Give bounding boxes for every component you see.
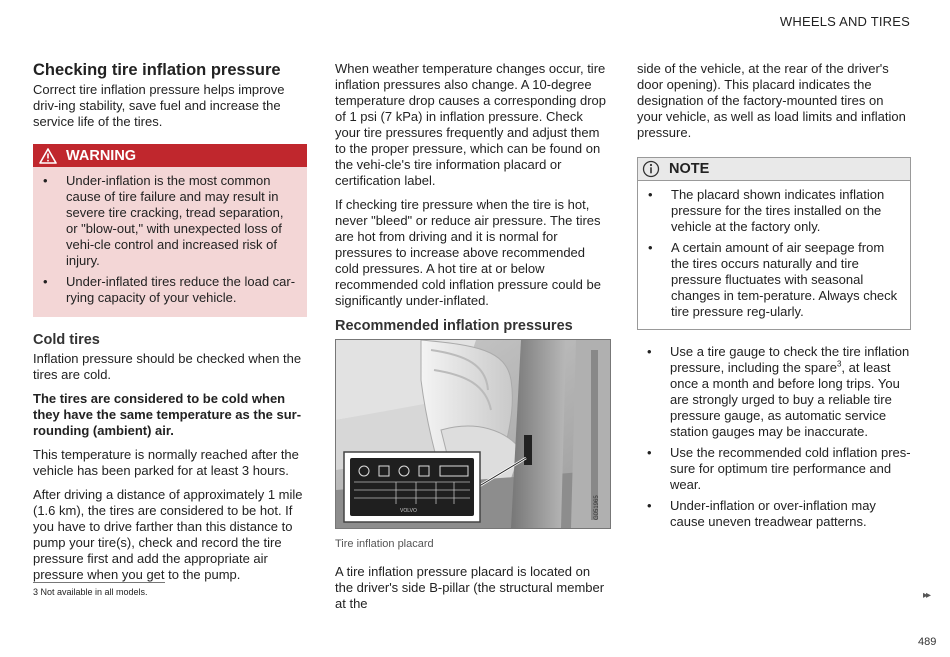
hot-tire-paragraph: If checking tire pressure when the tire is hot, never "bleed" or reduce air pressure. The tires are hot from driving and it is normal for pressures to increase above recommended cold pressures. A hot tire at or below recommended cold inflation pressure could be significantly under-inflated. (335, 197, 601, 308)
footnote-reference[interactable]: 3 (836, 359, 842, 369)
warning-header (33, 144, 307, 167)
recommended-pressures-heading: Recommended inflation pressures (335, 318, 573, 334)
placard-brand: VOLVO (400, 508, 417, 514)
note-list (638, 181, 910, 329)
temperature-paragraph: When weather temperature changes occur, tire inflation pressures also change. A 10-degree temperature drop causes a corresponding drop of 1 psi (7 kPa) in inflation pressure. Check your tire pressures frequently and adjust them to the proper pressure, which can be found on the vehi-cle's tire information placard or certification label. (335, 61, 606, 188)
warning-triangle-icon (39, 148, 57, 164)
placard-location-paragraph: A tire inflation pressure placard is located on the driver's side B-pillar (the structural member at the (335, 564, 605, 611)
section-header: WHEELS AND TIRES (779, 14, 910, 29)
intro-paragraph: Correct tire inflation pressure helps improve driv-ing stability, save fuel and increase the service life of the tires. (33, 82, 285, 129)
list-item: • Under-inflated tires reduce the load car-rying capacity of your vehicle. (33, 274, 297, 306)
tire-tips-list (637, 344, 911, 530)
list-item: • The placard shown indicates inflation pressure for the tires installed on the vehicle at the factory only. (638, 187, 900, 235)
list-item: • Use the recommended cold inflation pres-sure for optimum tire performance and wear. (637, 445, 911, 493)
cold-tires-paragraph: Inflation pressure should be checked when the tires are cold. (33, 351, 302, 382)
list-item: • A certain amount of air seepage from the tires occurs naturally and tire pressure fluctuates with seasonal changes in tem-perature. Always check tire pressure reg-ularly. (638, 240, 900, 320)
page-title: Checking tire inflation pressure (33, 61, 281, 79)
column-2 (335, 61, 610, 620)
hot-tires-paragraph: After driving a distance of approximately 1 mile (1.6 km), the tires are considered to be hot. If you have to drive farther than this distance to pump your tire(s), check and record the tire pressure first and add the appropriate air pressure when you get to the pump. (33, 487, 303, 582)
warning-box (33, 144, 307, 317)
list-item: • Under-inflation or over-inflation may cause uneven treadwear patterns. (637, 498, 911, 530)
next-page-arrow-icon[interactable]: ▸▸ (923, 590, 930, 601)
figure-code: G051965 (594, 495, 600, 520)
list-item (637, 344, 911, 440)
info-icon (642, 160, 660, 178)
footnote-divider (33, 582, 165, 583)
column-3 (637, 61, 911, 535)
warning-label: WARNING (66, 147, 137, 164)
note-box (637, 157, 911, 330)
cold-tires-heading: Cold tires (33, 332, 100, 348)
tip-text: Use a tire gauge to check the tire inflation pressure, including the spare (670, 344, 910, 375)
placard-location (524, 435, 532, 465)
footnote: 3 Not available in all models. (33, 587, 148, 597)
note-header (638, 158, 910, 181)
note-label: NOTE (669, 161, 710, 177)
tip-text: , at least once a month and before long trips. You are strongly urged to buy a reliable tire pressure gauge, as automatic service station gauges may be inaccurate. (670, 360, 900, 439)
cold-tires-paragraph-2: This temperature is normally reached after the vehicle has been parked for at least 3 hours. (33, 447, 299, 478)
cold-tires-definition: The tires are considered to be cold when they have the same temperature as the sur-rounding (ambient) air. (33, 391, 302, 438)
placard-info-paragraph: side of the vehicle, at the rear of the driver's door opening). This placard indicates the designation of the factory-mounted tires on your vehicle, as well as load limits and inflation pressure. (637, 61, 906, 140)
tire-placard-figure (335, 339, 611, 529)
car-interior-illustration (336, 340, 610, 528)
list-item: • Under-inflation is the most common cause of tire failure and may result in severe tire cracking, tread separation, or "blow-out," with unexpected loss of vehi-cle control and increased risk of injury. (33, 173, 297, 269)
figure-caption: Tire inflation placard (335, 538, 434, 550)
column-1 (33, 60, 307, 591)
page-number: 489 (918, 636, 937, 648)
warning-list (33, 167, 307, 317)
